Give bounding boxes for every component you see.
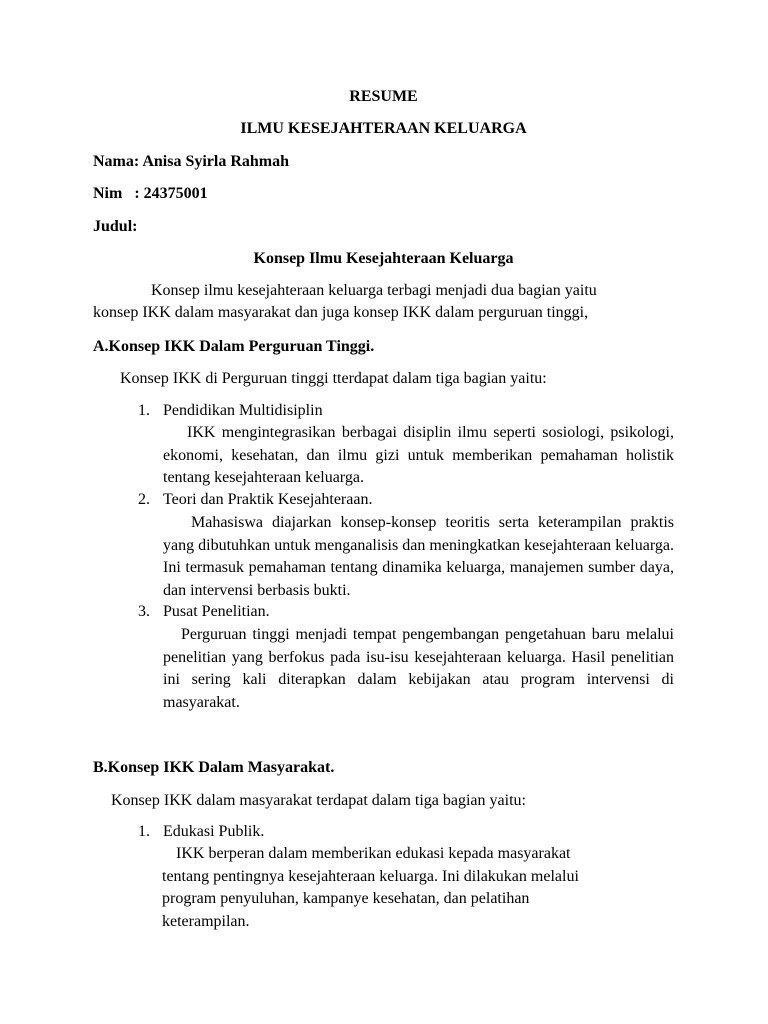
section-b-lead: Konsep IKK dalam masyarakat terdapat dalam tiga bagian yaitu: <box>111 792 526 809</box>
intro-line-1: Konsep ilmu kesejahteraan keluarga terbagi menjadi dua bagian yaitu <box>151 282 597 299</box>
list-number: 2. <box>138 491 150 508</box>
list-item-title: Pendidikan Multidisiplin <box>163 402 323 419</box>
list-item-body-line: IKK berperan dalam memberikan edukasi kepada masyarakat <box>176 845 571 862</box>
topic-title: Konsep Ilmu Kesejahteraan Keluarga <box>253 250 514 267</box>
section-a-heading: A.Konsep IKK Dalam Perguruan Tinggi. <box>93 338 375 355</box>
nim-value: : 24375001 <box>134 185 208 202</box>
list-item-body-line: keterampilan. <box>162 913 250 930</box>
nim-line <box>93 183 208 205</box>
name-line: Nama: Anisa Syirla Rahmah <box>93 153 290 170</box>
list-number: 1. <box>138 402 150 419</box>
list-item-body: Perguruan tinggi menjadi tempat pengembangan pengetahuan baru melalui penelitian yang berfokus pada isu-isu kesejahteraan keluarga. Hasil penelitian ini sering kali diterapkan dalam kebijakan atau program intervensi di masyarakat. <box>163 626 674 711</box>
section-a-lead: Konsep IKK di Perguruan tinggi tterdapat dalam tiga bagian yaitu: <box>120 370 547 387</box>
list-item-body-line: program penyuluhan, kampanye kesehatan, dan pelatihan <box>162 890 530 907</box>
list-item-body-line: tentang pentingnya kesejahteraan keluarga. Ini dilakukan melalui <box>162 868 579 885</box>
judul-label: Judul: <box>93 218 138 235</box>
list-number: 1. <box>138 823 150 840</box>
intro-line-2: konsep IKK dalam masyarakat dan juga konsep IKK dalam perguruan tinggi, <box>93 304 589 321</box>
list-item-title: Teori dan Praktik Kesejahteraan. <box>163 491 373 508</box>
list-item-body: IKK mengintegrasikan berbagai disiplin ilmu seperti sosiologi, psikologi, ekonomi, kesehatan, dan ilmu gizi untuk memberikan pemahaman holistik tentang kesejahteraan keluarga. <box>163 424 674 487</box>
list-number: 3. <box>138 603 150 620</box>
section-b-heading: B.Konsep IKK Dalam Masyarakat. <box>93 759 335 776</box>
nim-label: Nim <box>93 185 123 202</box>
document-subtitle: ILMU KESEJAHTERAAN KELUARGA <box>240 120 527 137</box>
list-item-title: Edukasi Publik. <box>163 823 265 840</box>
document-title: RESUME <box>349 88 418 105</box>
list-item-title: Pusat Penelitian. <box>163 603 270 620</box>
list-item-body: Mahasiswa diajarkan konsep-konsep teoritis serta keterampilan praktis yang dibutuhkan untuk menganalisis dan meningkatkan kesejahteraan keluarga. Ini termasuk pemahaman tentang dinamika keluarga, manajemen sumber daya, dan intervensi berbasis bukti. <box>163 514 674 599</box>
